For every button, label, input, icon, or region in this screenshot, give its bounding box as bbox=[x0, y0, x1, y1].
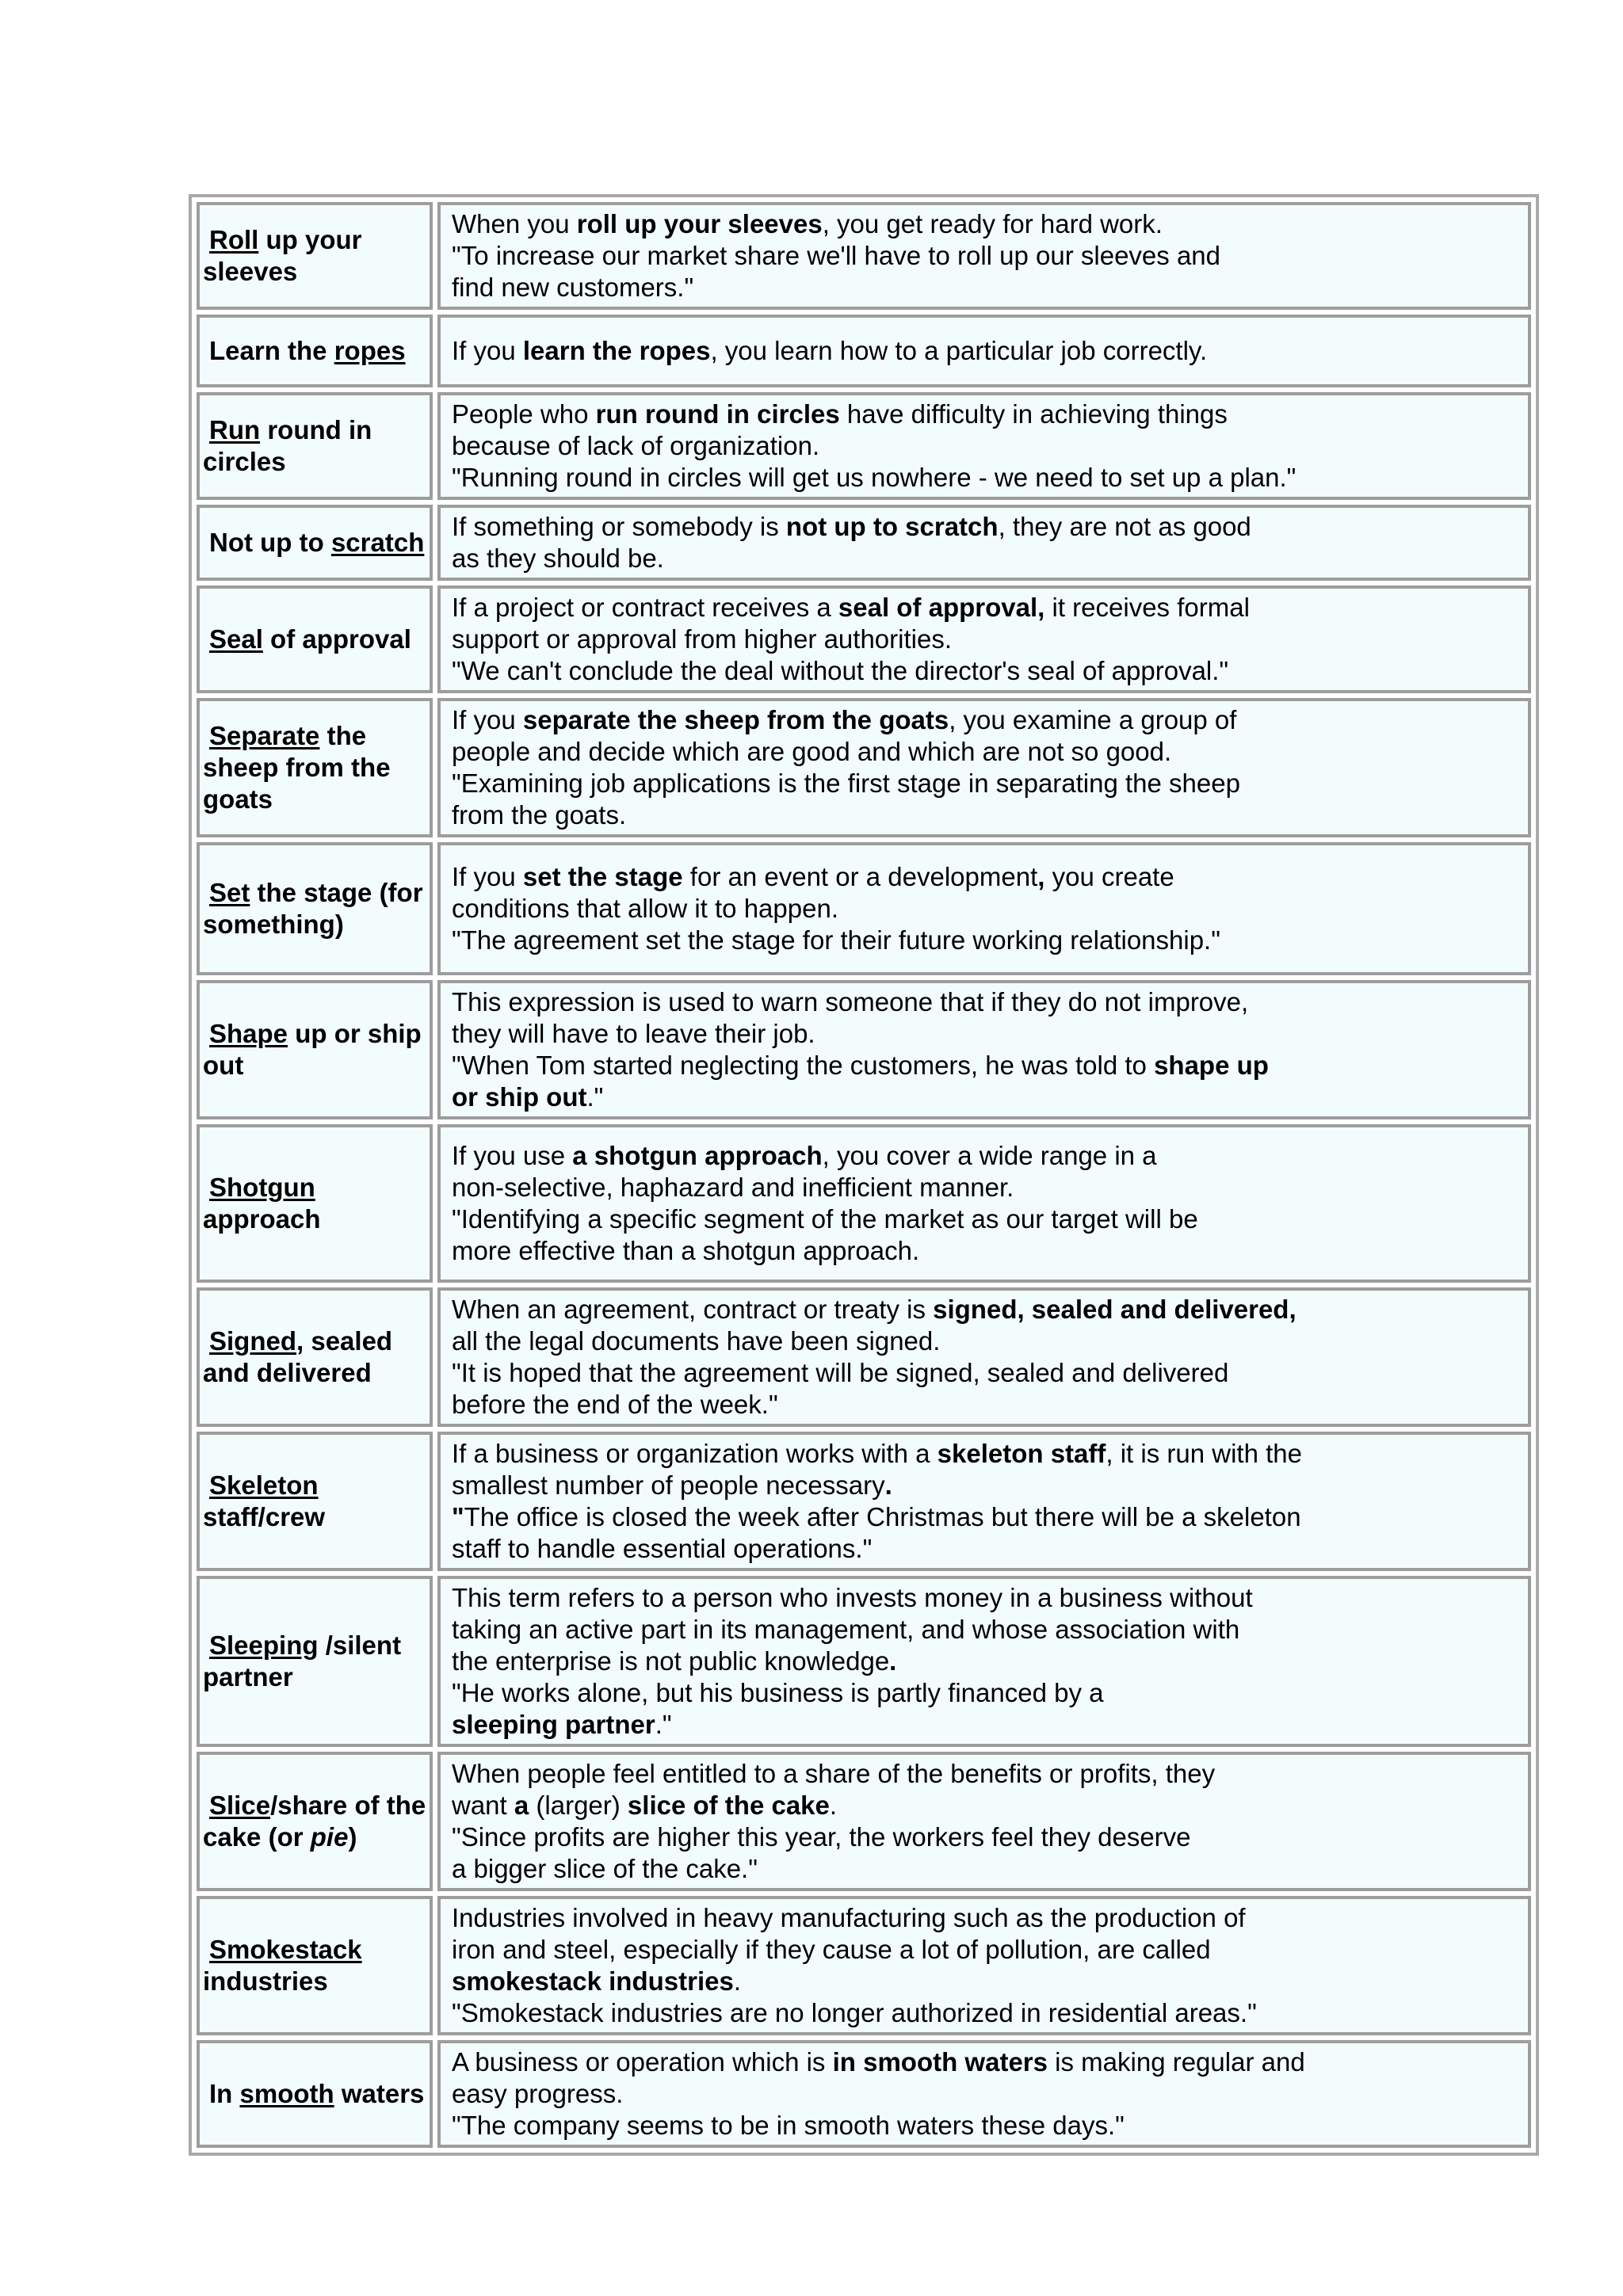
idiom-term-cell bbox=[197, 202, 433, 310]
underlined-keyword: Set bbox=[209, 878, 250, 907]
definition-line bbox=[452, 1050, 1520, 1081]
underlined-keyword: Seal bbox=[209, 624, 263, 654]
text-run: When an agreement, contract or treaty is bbox=[452, 1295, 934, 1324]
idiom-term bbox=[203, 1630, 426, 1693]
idiom-term bbox=[203, 335, 426, 367]
text-run: "He works alone, but his business is partly financed by a bbox=[452, 1678, 1104, 1707]
idiom-row bbox=[197, 1896, 1531, 2035]
definition-line bbox=[452, 986, 1520, 1018]
definition-line bbox=[452, 1966, 1520, 1997]
text-run: If you bbox=[452, 862, 523, 891]
bold-phrase: . bbox=[889, 1646, 897, 1676]
text-run: they will have to leave their job. bbox=[452, 1019, 815, 1048]
text-run: People who bbox=[452, 399, 596, 429]
text-run: find new customers." bbox=[452, 273, 694, 302]
underlined-keyword: smooth bbox=[239, 2079, 334, 2108]
definition-line bbox=[452, 430, 1520, 462]
bold-phrase: seal of approval, bbox=[838, 593, 1045, 622]
text-run: "To increase our market share we'll have to roll up our sleeves and bbox=[452, 241, 1221, 270]
text-run: "Identifying a specific segment of the market as our target will be bbox=[452, 1204, 1198, 1234]
text-run: ) bbox=[348, 1822, 357, 1852]
definition-line bbox=[452, 399, 1520, 430]
underlined-keyword: Run bbox=[209, 415, 261, 444]
idiom-definition-cell bbox=[437, 1576, 1531, 1747]
underlined-keyword: Smokestack bbox=[209, 1935, 362, 1964]
idiom-row bbox=[197, 1124, 1531, 1283]
idiom-definition-cell bbox=[437, 1124, 1531, 1283]
definition-line bbox=[452, 2078, 1520, 2110]
definition-line bbox=[452, 1533, 1520, 1565]
text-run: Not up to bbox=[209, 528, 331, 557]
idiom-row bbox=[197, 585, 1531, 693]
text-run: the enterprise is not public knowledge bbox=[452, 1646, 890, 1676]
idiom-term bbox=[203, 877, 426, 940]
definition-line bbox=[452, 335, 1520, 367]
text-run: This expression is used to warn someone that if they do not improve, bbox=[452, 987, 1249, 1016]
text-run: Learn the bbox=[209, 336, 334, 365]
definition-line bbox=[452, 1790, 1520, 1821]
text-run: cake (or bbox=[203, 1822, 311, 1852]
text-run: non-selective, haphazard and inefficient manner. bbox=[452, 1173, 1014, 1202]
text-run: it receives formal bbox=[1044, 593, 1250, 622]
text-run: , it is run with the bbox=[1106, 1439, 1302, 1468]
text-run: as they should be. bbox=[452, 543, 664, 573]
idiom-term bbox=[203, 1470, 426, 1533]
idiom-term-cell bbox=[197, 1287, 433, 1427]
idiom-row bbox=[197, 1432, 1531, 1571]
definition-line bbox=[452, 768, 1520, 799]
idiom-term-cell bbox=[197, 505, 433, 581]
definition-line bbox=[452, 1997, 1520, 2029]
definition-line bbox=[452, 1709, 1520, 1741]
text-run: "We can't conclude the deal without the director's seal of approval." bbox=[452, 656, 1229, 685]
text-run: easy progress. bbox=[452, 2079, 624, 2108]
definition-line bbox=[452, 272, 1520, 303]
text-run: before the end of the week." bbox=[452, 1390, 778, 1419]
text-run: and delivered bbox=[203, 1358, 372, 1387]
bold-phrase: . bbox=[884, 1470, 892, 1500]
idiom-row bbox=[197, 980, 1531, 1119]
idiom-term bbox=[203, 224, 426, 288]
text-run: If a business or organization works with a bbox=[452, 1439, 938, 1468]
text-run: want bbox=[452, 1791, 514, 1820]
idiom-definition-cell bbox=[437, 698, 1531, 837]
text-run: partner bbox=[203, 1662, 293, 1691]
text-run: sheep from the bbox=[203, 753, 391, 782]
definition-line bbox=[452, 1438, 1520, 1470]
underlined-keyword: Signed bbox=[209, 1326, 297, 1356]
bold-phrase: run round in circles bbox=[595, 399, 840, 429]
definition-line bbox=[452, 592, 1520, 624]
idiom-term bbox=[203, 527, 426, 559]
text-run: something) bbox=[203, 910, 344, 939]
idiom-term-cell bbox=[197, 1124, 433, 1283]
text-run: A business or operation which is bbox=[452, 2047, 833, 2077]
definition-line bbox=[452, 208, 1520, 240]
text-run: If something or somebody is bbox=[452, 512, 786, 541]
text-run: conditions that allow it to happen. bbox=[452, 894, 838, 923]
text-run: "Running round in circles will get us nowhere - we need to set up a plan." bbox=[452, 463, 1296, 492]
text-run: , they are not as good bbox=[998, 512, 1251, 541]
bold-phrase: learn the ropes bbox=[522, 336, 711, 365]
text-run: , you get ready for hard work. bbox=[822, 209, 1163, 238]
text-run: staff/crew bbox=[203, 1502, 326, 1531]
underlined-keyword: Skeleton bbox=[209, 1470, 319, 1500]
definition-line bbox=[452, 1389, 1520, 1421]
idiom-definition-cell bbox=[437, 315, 1531, 387]
text-run: you create bbox=[1044, 862, 1174, 891]
idiom-definition-cell bbox=[437, 505, 1531, 581]
underlined-keyword: Slice bbox=[209, 1791, 271, 1820]
idioms-table bbox=[189, 194, 1539, 2156]
idiom-term bbox=[203, 1325, 426, 1389]
definition-line bbox=[452, 925, 1520, 956]
bold-phrase: slice of the cake bbox=[627, 1791, 830, 1820]
definition-line bbox=[452, 462, 1520, 494]
text-run: "Smokestack industries are no longer authorized in residential areas." bbox=[452, 1998, 1257, 2027]
idioms-table-body bbox=[197, 202, 1531, 2148]
definition-line bbox=[452, 1357, 1520, 1389]
bold-phrase: in smooth waters bbox=[832, 2047, 1048, 2077]
text-run: In bbox=[209, 2079, 240, 2108]
idiom-term-cell bbox=[197, 698, 433, 837]
definition-line bbox=[452, 1501, 1520, 1533]
text-run: If a project or contract receives a bbox=[452, 593, 838, 622]
bold-phrase: skeleton staff bbox=[937, 1439, 1106, 1468]
underlined-keyword: Roll bbox=[209, 225, 259, 254]
text-run: up or ship bbox=[288, 1019, 422, 1048]
idiom-term bbox=[203, 624, 426, 655]
text-run: "When Tom started neglecting the customers, he was told to bbox=[452, 1051, 1155, 1080]
idiom-term bbox=[203, 414, 426, 478]
bold-phrase: " bbox=[452, 1502, 464, 1531]
bold-phrase: roll up your sleeves bbox=[576, 209, 823, 238]
text-run: is making regular and bbox=[1048, 2047, 1305, 2077]
text-run: have difficulty in achieving things bbox=[839, 399, 1228, 429]
definition-line bbox=[452, 1172, 1520, 1203]
definition-line bbox=[452, 1235, 1520, 1267]
bold-phrase: shape up bbox=[1154, 1051, 1269, 1080]
text-run: sleeves bbox=[203, 257, 298, 286]
text-run: out bbox=[203, 1051, 244, 1080]
idiom-term-cell bbox=[197, 1896, 433, 2035]
idiom-definition-cell bbox=[437, 585, 1531, 693]
text-run: the bbox=[319, 721, 367, 750]
definition-line bbox=[452, 240, 1520, 272]
underlined-keyword: scratch bbox=[330, 528, 425, 557]
idiom-definition-cell bbox=[437, 1896, 1531, 2035]
definition-line bbox=[452, 1470, 1520, 1501]
definition-line bbox=[452, 861, 1520, 893]
text-run: /share of the bbox=[270, 1791, 426, 1820]
definition-line bbox=[452, 736, 1520, 768]
underlined-keyword: Shotgun bbox=[209, 1173, 315, 1202]
text-run: When you bbox=[452, 209, 577, 238]
text-run: round in bbox=[260, 415, 372, 444]
definition-line bbox=[452, 1821, 1520, 1853]
definition-line bbox=[452, 1081, 1520, 1113]
text-run: waters bbox=[334, 2079, 425, 2108]
text-run: "The company seems to be in smooth waters these days." bbox=[452, 2111, 1125, 2140]
definition-line bbox=[452, 2110, 1520, 2142]
idiom-row bbox=[197, 842, 1531, 975]
idiom-row bbox=[197, 698, 1531, 837]
text-run: of approval bbox=[262, 624, 411, 654]
text-run: people and decide which are good and which are not so good. bbox=[452, 737, 1172, 766]
text-run: If you bbox=[452, 336, 523, 365]
text-run: /silent bbox=[318, 1630, 402, 1660]
definition-line bbox=[452, 1646, 1520, 1677]
idiom-definition-cell bbox=[437, 980, 1531, 1119]
idiom-term-cell bbox=[197, 980, 433, 1119]
text-run: circles bbox=[203, 447, 286, 476]
definition-line bbox=[452, 1140, 1520, 1172]
definition-line bbox=[452, 1294, 1520, 1325]
underlined-keyword: Shape bbox=[209, 1019, 288, 1048]
idiom-definition-cell bbox=[437, 1432, 1531, 1571]
idiom-term-cell bbox=[197, 2040, 433, 2148]
text-run: This term refers to a person who invests money in a business without bbox=[452, 1583, 1253, 1612]
text-run: , you examine a group of bbox=[949, 705, 1237, 734]
definition-line bbox=[452, 655, 1520, 687]
text-run: goats bbox=[203, 784, 273, 814]
text-run: iron and steel, especially if they cause a lot of pollution, are called bbox=[452, 1935, 1211, 1964]
bold-phrase: sleeping partner bbox=[452, 1710, 655, 1739]
text-run: Industries involved in heavy manufacturing such as the production of bbox=[452, 1903, 1246, 1932]
underlined-keyword: ropes bbox=[334, 336, 406, 365]
idiom-definition-cell bbox=[437, 392, 1531, 500]
idiom-definition-cell bbox=[437, 1287, 1531, 1427]
definition-line bbox=[452, 2046, 1520, 2078]
text-run: ." bbox=[655, 1710, 672, 1739]
bold-phrase: a shotgun approach bbox=[572, 1141, 823, 1170]
idiom-row bbox=[197, 1576, 1531, 1747]
bold-phrase: or ship out bbox=[452, 1082, 587, 1112]
text-run: "Examining job applications is the first stage in separating the sheep bbox=[452, 769, 1240, 798]
idiom-row bbox=[197, 392, 1531, 500]
idiom-row bbox=[197, 2040, 1531, 2148]
text-run: smallest number of people necessary bbox=[452, 1470, 885, 1500]
idiom-row bbox=[197, 1287, 1531, 1427]
definition-line bbox=[452, 1203, 1520, 1235]
text-run: "It is hoped that the agreement will be signed, sealed and delivered bbox=[452, 1358, 1229, 1387]
idiom-row bbox=[197, 315, 1531, 387]
text-run: ." bbox=[586, 1082, 604, 1112]
definition-line bbox=[452, 1758, 1520, 1790]
text-run: all the legal documents have been signed. bbox=[452, 1326, 941, 1356]
text-run: approach bbox=[203, 1204, 321, 1234]
idiom-definition-cell bbox=[437, 2040, 1531, 2148]
definition-line bbox=[452, 1582, 1520, 1614]
definition-line bbox=[452, 1902, 1520, 1934]
definition-line bbox=[452, 543, 1520, 574]
definition-line bbox=[452, 624, 1520, 655]
idiom-term bbox=[203, 720, 426, 815]
italic-word: pie bbox=[310, 1822, 349, 1852]
underlined-keyword: Separate bbox=[209, 721, 320, 750]
text-run: taking an active part in its management, and whose association with bbox=[452, 1615, 1240, 1644]
text-run: industries bbox=[203, 1966, 328, 1996]
text-run: "Since profits are higher this year, the workers feel they deserve bbox=[452, 1822, 1191, 1852]
idiom-term-cell bbox=[197, 1432, 433, 1571]
bold-phrase: set the stage bbox=[522, 862, 683, 891]
bold-phrase: not up to scratch bbox=[785, 512, 999, 541]
text-run: support or approval from higher authorities. bbox=[452, 624, 952, 654]
text-run: When people feel entitled to a share of the benefits or profits, they bbox=[452, 1759, 1216, 1788]
text-run: "The agreement set the stage for their future working relationship." bbox=[452, 925, 1220, 955]
bold-phrase: a bbox=[514, 1791, 529, 1820]
idiom-definition-cell bbox=[437, 1752, 1531, 1891]
idiom-term-cell bbox=[197, 392, 433, 500]
idiom-term-cell bbox=[197, 315, 433, 387]
idiom-row bbox=[197, 505, 1531, 581]
text-run: because of lack of organization. bbox=[452, 431, 820, 460]
idiom-term bbox=[203, 1172, 426, 1235]
text-run: a bigger slice of the cake." bbox=[452, 1854, 758, 1883]
text-run: from the goats. bbox=[452, 800, 627, 830]
idiom-term bbox=[203, 1790, 426, 1853]
definition-line bbox=[452, 511, 1520, 543]
text-run: , you learn how to a particular job correctly. bbox=[710, 336, 1208, 365]
text-run: more effective than a shotgun approach. bbox=[452, 1236, 920, 1265]
text-run: . bbox=[829, 1791, 838, 1820]
idiom-term-cell bbox=[197, 842, 433, 975]
definition-line bbox=[452, 1677, 1520, 1709]
idiom-term-cell bbox=[197, 585, 433, 693]
bold-phrase: separate the sheep from the goats bbox=[522, 705, 949, 734]
text-run: , sealed bbox=[296, 1326, 393, 1356]
idiom-term bbox=[203, 1018, 426, 1081]
text-run: (larger) bbox=[529, 1791, 628, 1820]
definition-line bbox=[452, 1325, 1520, 1357]
idiom-definition-cell bbox=[437, 842, 1531, 975]
text-run: . bbox=[733, 1966, 742, 1996]
idiom-term-cell bbox=[197, 1752, 433, 1891]
bold-phrase: signed, sealed and delivered, bbox=[933, 1295, 1296, 1324]
idiom-term-cell bbox=[197, 1576, 433, 1747]
underlined-keyword: Sleeping bbox=[209, 1630, 319, 1660]
text-run: If you bbox=[452, 705, 523, 734]
text-run: If you use bbox=[452, 1141, 573, 1170]
definition-line bbox=[452, 1018, 1520, 1050]
bold-phrase: smokestack industries bbox=[452, 1966, 734, 1996]
bold-phrase: , bbox=[1037, 862, 1045, 891]
idiom-term bbox=[203, 2078, 426, 2110]
idiom-row bbox=[197, 1752, 1531, 1891]
text-run: for an event or a development bbox=[682, 862, 1038, 891]
text-run: up your bbox=[258, 225, 362, 254]
definition-line bbox=[452, 1614, 1520, 1646]
definition-line bbox=[452, 799, 1520, 831]
text-run: , you cover a wide range in a bbox=[822, 1141, 1157, 1170]
text-run: staff to handle essential operations." bbox=[452, 1534, 873, 1563]
definition-line bbox=[452, 1934, 1520, 1966]
idiom-definition-cell bbox=[437, 202, 1531, 310]
idiom-row bbox=[197, 202, 1531, 310]
definition-line bbox=[452, 893, 1520, 925]
text-run: The office is closed the week after Christmas but there will be a skeleton bbox=[464, 1502, 1301, 1531]
definition-line bbox=[452, 1853, 1520, 1885]
text-run: the stage (for bbox=[250, 878, 423, 907]
idiom-term bbox=[203, 1934, 426, 1997]
definition-line bbox=[452, 704, 1520, 736]
